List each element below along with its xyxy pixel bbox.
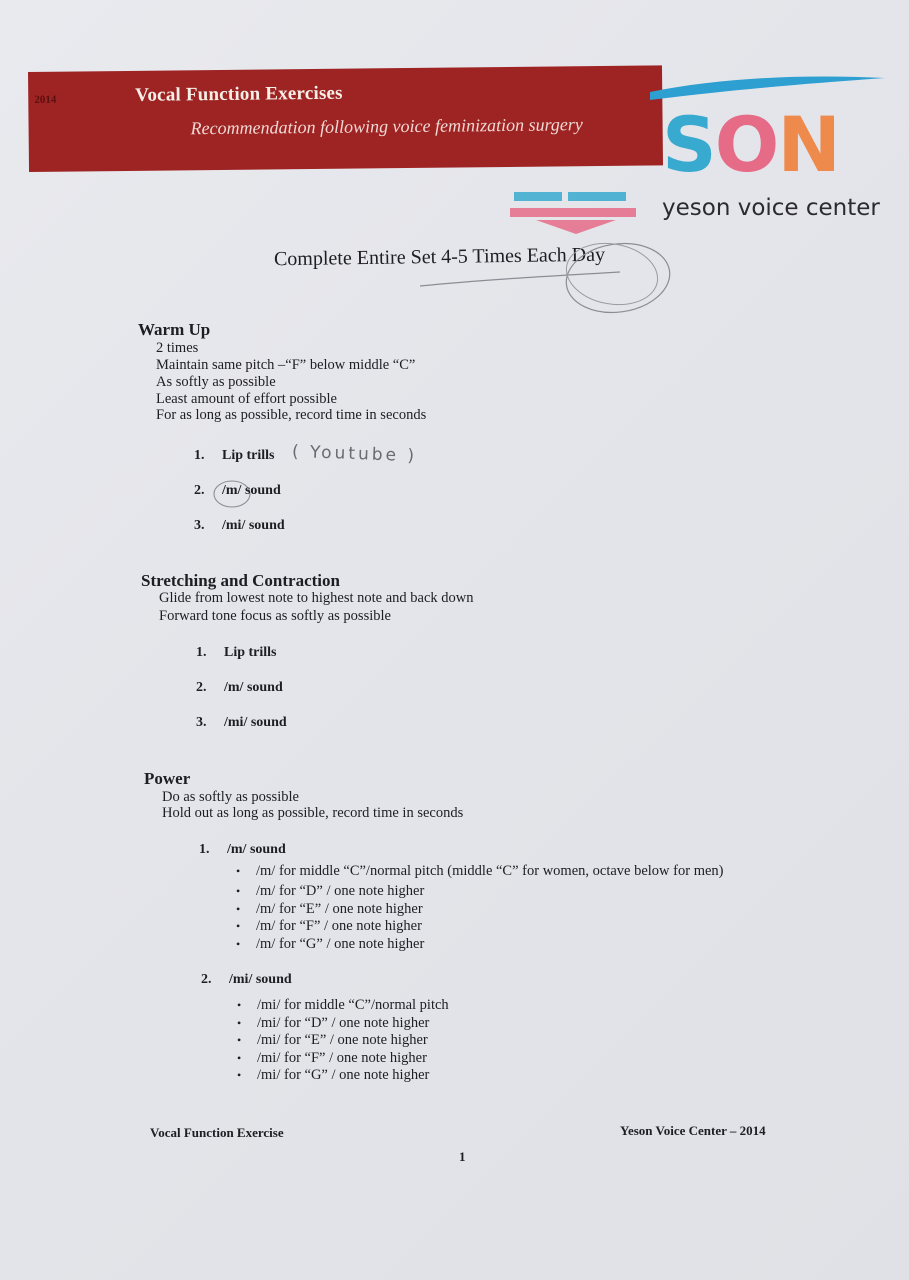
bullet-text: /m/ for “F” / one note higher	[256, 918, 422, 934]
warmup-item	[194, 448, 275, 464]
logo-wordmark	[662, 100, 839, 189]
bullet-icon: •	[237, 1051, 242, 1065]
logo-letter-n: N	[777, 100, 839, 189]
item-number: 3.	[194, 518, 205, 533]
warmup-line: Maintain same pitch –“F” below middle “C”	[156, 357, 416, 373]
power-line: Hold out as long as possible, record time in seconds	[162, 805, 464, 821]
bullet-text: /m/ for “D” / one note higher	[256, 883, 425, 899]
item-number: 1.	[194, 448, 205, 463]
page-number: 1	[459, 1149, 466, 1164]
bullet-text: /mi/ for “F” / one note higher	[257, 1050, 427, 1066]
pencil-circle-scribble	[400, 228, 690, 328]
header-subtitle: Recommendation following voice feminization surgery	[190, 114, 583, 139]
item-label: /mi/ sound	[229, 972, 292, 987]
handwritten-note: ( Youtube )	[291, 441, 418, 467]
warmup-line: Least amount of effort possible	[156, 391, 337, 407]
bullet-item	[237, 1050, 427, 1067]
bullet-text: /mi/ for middle “C”/normal pitch	[257, 997, 449, 1013]
item-label: /m/ sound	[227, 842, 286, 857]
bullet-text: /mi/ for “E” / one note higher	[257, 1032, 428, 1048]
header-year: 2014	[34, 93, 57, 106]
header-title: Vocal Function Exercises	[135, 82, 343, 106]
section-title-power: Power	[144, 769, 191, 788]
bullet-icon: •	[236, 919, 241, 933]
bullet-icon: •	[236, 864, 241, 878]
logo-caption: yeson voice center	[662, 195, 880, 221]
bullet-item	[237, 1032, 428, 1049]
warmup-line: For as long as possible, record time in seconds	[156, 407, 427, 423]
bullet-item	[237, 1067, 429, 1084]
bullet-item	[236, 901, 423, 918]
bullet-icon: •	[236, 902, 241, 916]
bullet-icon: •	[237, 998, 242, 1012]
bullet-item	[236, 936, 424, 953]
item-number: 3.	[196, 715, 207, 730]
item-number: 1.	[196, 645, 207, 660]
bullet-item	[237, 997, 449, 1014]
warmup-line: 2 times	[156, 340, 199, 356]
bullet-text: /mi/ for “D” / one note higher	[257, 1015, 430, 1031]
warmup-item	[194, 518, 285, 534]
item-label: Lip trills	[222, 448, 275, 463]
item-number: 1.	[199, 842, 210, 857]
logo-letter-o: O	[714, 100, 778, 189]
bullet-item	[236, 863, 723, 880]
stretching-item	[196, 715, 287, 731]
warmup-line: As softly as possible	[156, 374, 276, 390]
item-number: 2.	[201, 972, 212, 987]
footer-right: Yeson Voice Center – 2014	[620, 1123, 766, 1138]
bullet-icon: •	[236, 884, 241, 898]
power-line: Do as softly as possible	[162, 789, 299, 805]
item-label: /m/ sound	[224, 680, 283, 695]
yeson-logo	[500, 70, 900, 240]
power-item	[201, 972, 292, 988]
bullet-item	[236, 918, 422, 935]
main-heading: Complete Entire Set 4-5 Times Each Day	[273, 243, 606, 271]
stretching-item	[196, 645, 277, 661]
item-number: 2.	[196, 680, 207, 695]
bullet-item	[236, 883, 424, 900]
item-label: /mi/ sound	[224, 715, 287, 730]
item-label: Lip trills	[224, 645, 277, 660]
bullet-item	[237, 1015, 429, 1032]
bullet-icon: •	[236, 937, 241, 951]
power-item	[199, 842, 286, 858]
bullet-icon: •	[237, 1016, 242, 1030]
stretching-line: Glide from lowest note to highest note and back down	[159, 590, 474, 606]
stretching-item	[196, 680, 283, 696]
logo-letter-s: S	[662, 100, 715, 189]
stretching-line: Forward tone focus as softly as possible	[159, 608, 391, 624]
item-number: 2.	[194, 483, 205, 498]
bullet-text: /m/ for “G” / one note higher	[256, 936, 425, 952]
logo-calligraphy-icon	[506, 188, 646, 238]
bullet-text: /m/ for middle “C”/normal pitch (middle “C” for women, octave below for men)	[256, 863, 724, 879]
bullet-icon: •	[237, 1068, 242, 1082]
section-title-warm-up: Warm Up	[138, 320, 211, 339]
footer-left: Vocal Function Exercise	[150, 1125, 284, 1140]
warmup-item	[194, 483, 281, 499]
bullet-text: /mi/ for “G” / one note higher	[257, 1067, 430, 1083]
item-label: /m/ sound	[222, 483, 281, 498]
item-label: /mi/ sound	[222, 518, 285, 533]
section-title-stretching: Stretching and Contraction	[141, 571, 340, 590]
bullet-icon: •	[237, 1033, 242, 1047]
bullet-text: /m/ for “E” / one note higher	[256, 901, 423, 917]
